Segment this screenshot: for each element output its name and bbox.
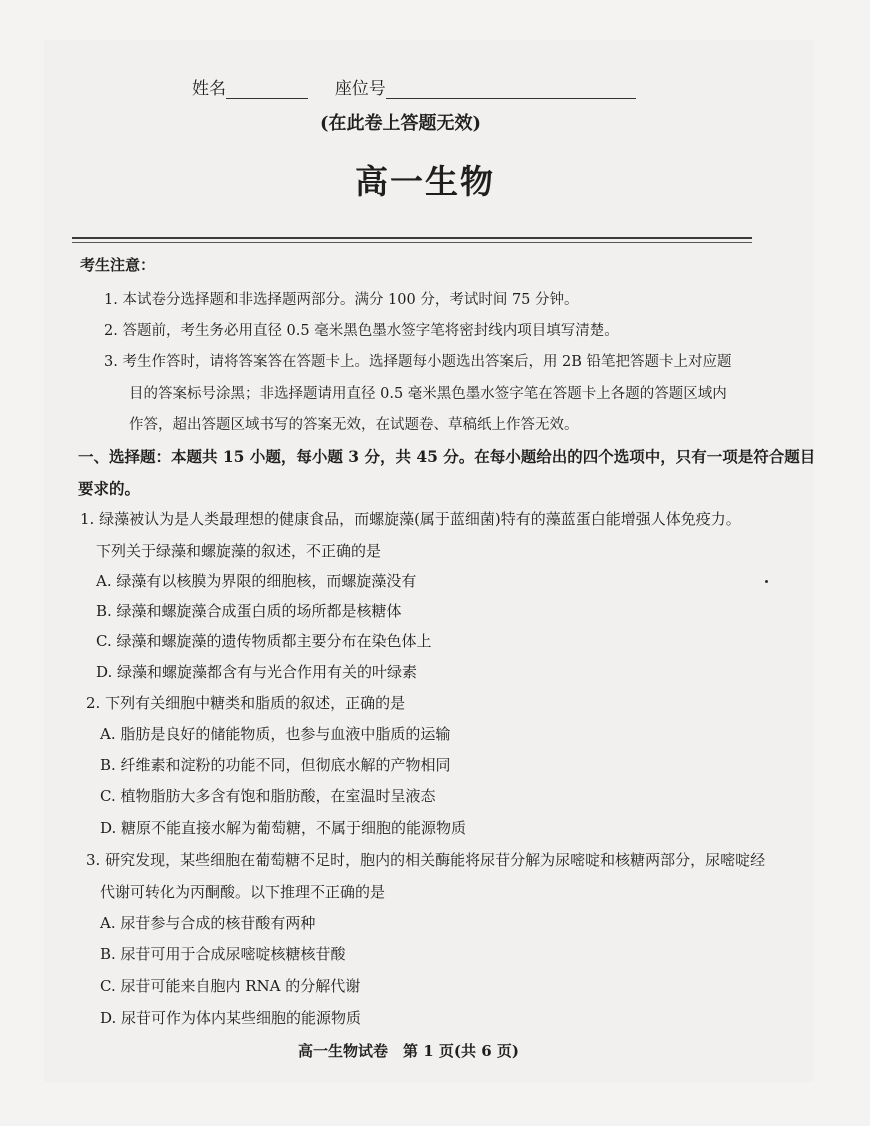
notice-item-2: 2. 答题前，考生务必用直径 0.5 毫米黑色墨水签字笔将密封线内项目填写清楚。 xyxy=(104,323,619,339)
question-1-option-d: D. 绿藻和螺旋藻都含有与光合作用有关的叶绿素 xyxy=(96,663,418,681)
page-title: 高一生物 xyxy=(355,162,495,201)
question-3-option-c: C. 尿苷可能来自胞内 RNA 的分解代谢 xyxy=(100,977,361,995)
question-2-option-c: C. 植物脂肪大多含有饱和脂肪酸，在室温时呈液态 xyxy=(100,787,436,805)
notice-item-3-cont: 目的答案标号涂黑；非选择题请用直径 0.5 毫米黑色墨水签字笔在答题卡上各题的答题区域内 xyxy=(129,386,727,402)
question-1-option-a: A. 绿藻有以核膜为界限的细胞核，而螺旋藻没有 xyxy=(96,572,417,590)
question-1-stem: 1. 绿藻被认为是人类最理想的健康食品，而螺旋藻(属于蓝细菌)特有的藻蓝蛋白能增强人体免疫力。 xyxy=(80,510,741,528)
question-3-option-a: A. 尿苷参与合成的核苷酸有两种 xyxy=(100,914,316,932)
seat-blank xyxy=(386,80,636,99)
notice-item-1: 1. 本试卷分选择题和非选择题两部分。满分 100 分，考试时间 75 分钟。 xyxy=(104,292,579,308)
notice-item-3: 3. 考生作答时，请将答案答在答题卡上。选择题每小题选出答案后，用 2B 铅笔把答题卡上对应题 xyxy=(104,354,732,370)
question-1-option-c: C. 绿藻和螺旋藻的遗传物质都主要分布在染色体上 xyxy=(96,632,432,650)
question-2-option-d: D. 糖原不能直接水解为葡萄糖，不属于细胞的能源物质 xyxy=(100,819,467,837)
header-rule xyxy=(72,237,752,239)
section-heading: 一、选择题：本题共 15 小题，每小题 3 分，共 45 分。在每小题给出的四个选项中，只有一项是符合题目 xyxy=(78,447,816,466)
notice-heading: 考生注意： xyxy=(80,256,156,274)
question-2-option-b: B. 纤维素和淀粉的功能不同，但彻底水解的产物相同 xyxy=(100,756,451,774)
name-seat-row xyxy=(192,74,636,99)
name-label: 姓名 xyxy=(192,79,226,99)
section-heading-cont: 要求的。 xyxy=(78,479,141,498)
question-1-option-b: B. 绿藻和螺旋藻合成蛋白质的场所都是核糖体 xyxy=(96,602,402,620)
question-3-option-b: B. 尿苷可用于合成尿嘧啶核糖核苷酸 xyxy=(100,945,346,963)
notice-item-3-cont2: 作答，超出答题区域书写的答案无效，在试题卷、草稿纸上作答无效。 xyxy=(129,417,579,433)
question-1-stem-cont: 下列关于绿藻和螺旋藻的叙述，不正确的是 xyxy=(96,542,382,560)
question-3-stem-cont: 代谢可转化为丙酮酸。以下推理不正确的是 xyxy=(100,883,386,901)
invalid-note: (在此卷上答题无效) xyxy=(320,113,482,134)
stray-mark xyxy=(765,580,768,583)
header-rule-thin xyxy=(72,242,752,243)
question-3-stem: 3. 研究发现，某些细胞在葡萄糖不足时，胞内的相关酶能将尿苷分解为尿嘧啶和核糖两部分，尿嘧啶经 xyxy=(86,851,766,869)
name-blank xyxy=(226,80,308,99)
page-footer: 高一生物试卷 第 1 页(共 6 页) xyxy=(298,1042,519,1060)
question-2-stem: 2. 下列有关细胞中糖类和脂质的叙述，正确的是 xyxy=(86,694,406,712)
question-2-option-a: A. 脂肪是良好的储能物质，也参与血液中脂质的运输 xyxy=(100,725,451,743)
seat-label: 座位号 xyxy=(334,79,386,99)
question-3-option-d: D. 尿苷可作为体内某些细胞的能源物质 xyxy=(100,1009,362,1027)
